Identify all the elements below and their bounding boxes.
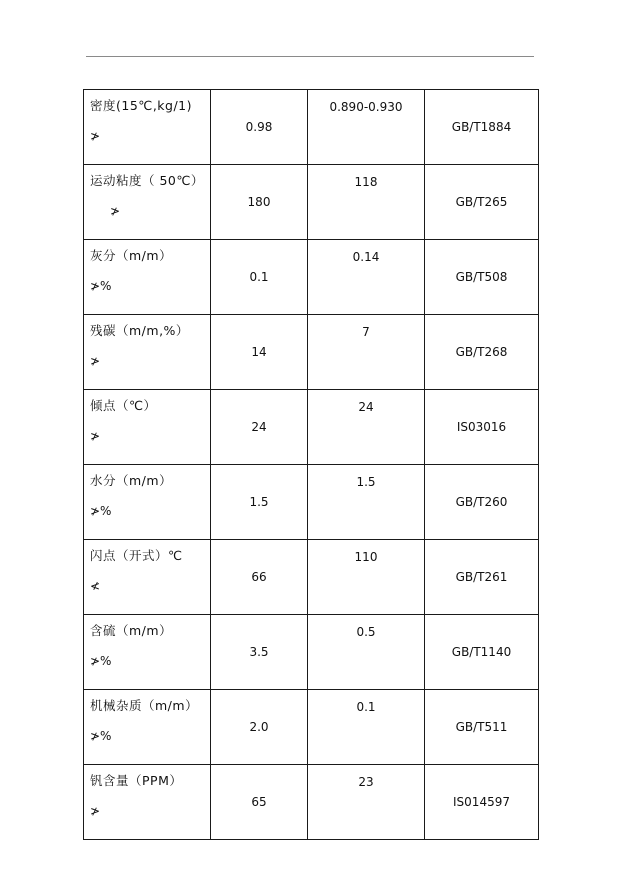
property-label: 运动粘度（ 50℃） bbox=[90, 173, 204, 188]
property-label: 水分（m/m） bbox=[90, 473, 173, 488]
property-cell bbox=[84, 165, 211, 240]
property-label: 倾点（℃） bbox=[90, 398, 157, 413]
typical-value: 0.1 bbox=[211, 240, 308, 315]
test-method: GB/T508 bbox=[425, 240, 539, 315]
property-label: 钒含量（PPM） bbox=[90, 773, 183, 788]
table-row bbox=[84, 240, 539, 315]
test-method: GB/T265 bbox=[425, 165, 539, 240]
comparator-symbol: ≯% bbox=[90, 279, 112, 293]
limit-value: 23 bbox=[308, 765, 425, 840]
property-label: 残碳（m/m,%） bbox=[90, 323, 189, 338]
typical-value: 65 bbox=[211, 765, 308, 840]
limit-value: 110 bbox=[308, 540, 425, 615]
limit-value: 24 bbox=[308, 390, 425, 465]
property-label: 闪点（开式）℃ bbox=[90, 548, 183, 563]
test-method: GB/T260 bbox=[425, 465, 539, 540]
test-method: GB/T1884 bbox=[425, 90, 539, 165]
property-cell bbox=[84, 765, 211, 840]
typical-value: 14 bbox=[211, 315, 308, 390]
table-row bbox=[84, 90, 539, 165]
limit-value: 0.890-0.930 bbox=[308, 90, 425, 165]
limit-value: 7 bbox=[308, 315, 425, 390]
table-row bbox=[84, 165, 539, 240]
typical-value: 66 bbox=[211, 540, 308, 615]
typical-value: 0.98 bbox=[211, 90, 308, 165]
limit-value: 0.5 bbox=[308, 615, 425, 690]
property-cell bbox=[84, 465, 211, 540]
limit-value: 0.14 bbox=[308, 240, 425, 315]
comparator-symbol: ≯% bbox=[90, 504, 112, 518]
property-cell bbox=[84, 240, 211, 315]
table-row bbox=[84, 765, 539, 840]
comparator-symbol: ≯ bbox=[90, 804, 101, 818]
test-method: IS03016 bbox=[425, 390, 539, 465]
header-rule bbox=[86, 56, 534, 57]
comparator-symbol: ≯ bbox=[90, 429, 101, 443]
test-method: GB/T511 bbox=[425, 690, 539, 765]
fuel-spec-table bbox=[83, 89, 539, 840]
comparator-symbol: ≯ bbox=[90, 354, 101, 368]
property-label: 灰分（m/m） bbox=[90, 248, 173, 263]
test-method: GB/T1140 bbox=[425, 615, 539, 690]
property-cell bbox=[84, 540, 211, 615]
comparator-symbol: ≯ bbox=[90, 129, 101, 143]
property-cell bbox=[84, 90, 211, 165]
property-cell bbox=[84, 615, 211, 690]
typical-value: 180 bbox=[211, 165, 308, 240]
table-row bbox=[84, 315, 539, 390]
limit-value: 0.1 bbox=[308, 690, 425, 765]
test-method: IS014597 bbox=[425, 765, 539, 840]
typical-value: 3.5 bbox=[211, 615, 308, 690]
property-label: 密度(15℃,kg/1) bbox=[90, 98, 193, 113]
comparator-symbol: ≯% bbox=[90, 654, 112, 668]
comparator-symbol: ≮ bbox=[90, 579, 101, 593]
comparator-symbol: ≯% bbox=[90, 729, 112, 743]
test-method: GB/T268 bbox=[425, 315, 539, 390]
table-row bbox=[84, 615, 539, 690]
typical-value: 1.5 bbox=[211, 465, 308, 540]
table-row bbox=[84, 390, 539, 465]
table-row bbox=[84, 690, 539, 765]
property-label: 机械杂质（m/m） bbox=[90, 698, 199, 713]
property-cell bbox=[84, 390, 211, 465]
comparator-symbol: ≯ bbox=[110, 204, 121, 218]
typical-value: 24 bbox=[211, 390, 308, 465]
test-method: GB/T261 bbox=[425, 540, 539, 615]
typical-value: 2.0 bbox=[211, 690, 308, 765]
property-label: 含硫（m/m） bbox=[90, 623, 173, 638]
property-cell bbox=[84, 690, 211, 765]
limit-value: 118 bbox=[308, 165, 425, 240]
limit-value: 1.5 bbox=[308, 465, 425, 540]
property-cell bbox=[84, 315, 211, 390]
table-row bbox=[84, 465, 539, 540]
table-row bbox=[84, 540, 539, 615]
